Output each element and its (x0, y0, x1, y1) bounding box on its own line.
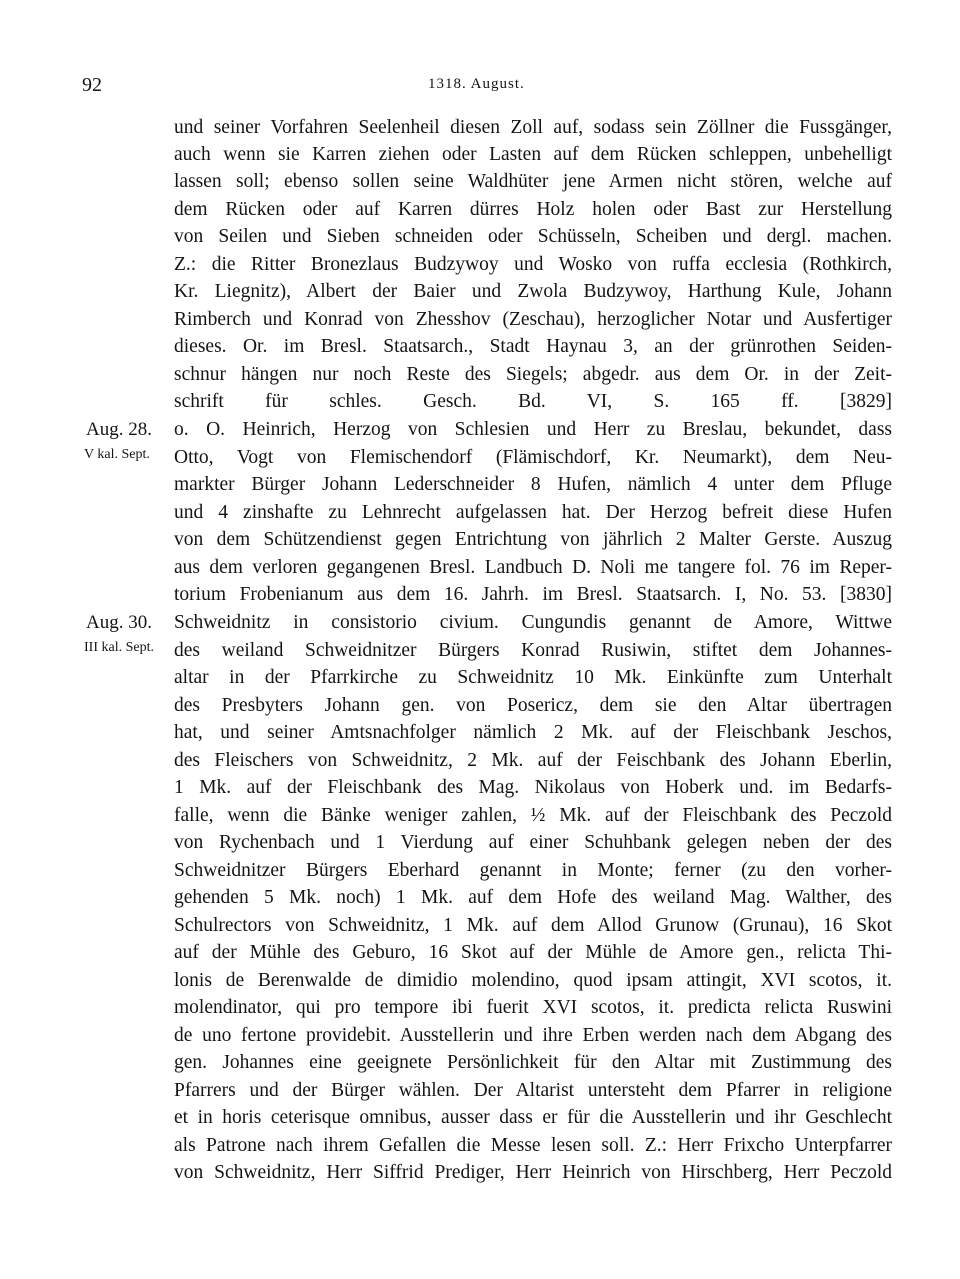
text-line: gehenden 5 Mk. noch) 1 Mk. auf dem Hofe des weiland Mag. Walther, des (174, 887, 892, 908)
text-line: Kr. Liegnitz), Albert der Baier und Zwola Budzywoy, Harthung Kule, Johann (174, 281, 892, 302)
text-line: Schulrectors von Schweidnitz, 1 Mk. auf dem Allod Grunow (Grunau), 16 Skot (174, 915, 892, 936)
text-line: gen. Johannes eine geeignete Persönlichkeit für den Altar mit Zustimmung des (174, 1052, 892, 1073)
text-line: Otto, Vogt von Flemischendorf (Flämischdorf, Kr. Neumarkt), dem Neu- (174, 447, 892, 468)
text-line: dem Rücken oder auf Karren dürres Holz holen oder Bast zur Herstellung (174, 199, 892, 220)
text-line: molendinator, qui pro tempore ibi fuerit XVI scotos, it. predicta relicta Ruswini (174, 997, 892, 1018)
text-line: schnur hängen nur noch Reste des Siegels; abgedr. aus dem Or. in der Zeit- (174, 364, 892, 385)
text-line: markter Bürger Johann Lederschneider 8 Hufen, nämlich 4 unter dem Pfluge (174, 474, 892, 495)
text-line: von Seilen und Sieben schneiden oder Schüsseln, Scheiben und dergl. machen. (174, 226, 892, 247)
text-line: 1 Mk. auf der Fleischbank des Mag. Nikolaus von Hoberk und. im Bedarfs- (174, 777, 892, 798)
margin-roman-date: III kal. Sept. (84, 640, 154, 655)
text-line: Schweidnitzer Bürgers Eberhard genannt in Monte; ferner (zu den vorher- (174, 860, 892, 881)
text-line: des Fleischers von Schweidnitz, 2 Mk. auf der Feischbank des Johann Eberlin, (174, 750, 892, 771)
text-line: und seiner Vorfahren Seelenheil diesen Zoll auf, sodass sein Zöllner die Fussgänger, (174, 117, 892, 138)
text-line: des Presbyters Johann gen. von Posericz, dem sie den Altar übertragen (174, 695, 892, 716)
text-line: altar in der Pfarrkirche zu Schweidnitz 10 Mk. Einkünfte zum Unterhalt (174, 667, 892, 688)
running-head: 1318. August. (428, 76, 525, 92)
text-line: auch wenn sie Karren ziehen oder Lasten auf dem Rücken schleppen, unbehelligt (174, 144, 892, 165)
text-line: von Schweidnitz, Herr Siffrid Prediger, Herr Heinrich von Hirschberg, Herr Peczold (174, 1162, 892, 1183)
text-line: auf der Mühle des Geburo, 16 Skot auf der Mühle de Amore gen., relicta Thi- (174, 942, 892, 963)
text-line: Rimberch und Konrad von Zhesshov (Zeschau), herzoglicher Notar und Ausfertiger (174, 309, 892, 330)
page-header (0, 74, 960, 104)
text-line: als Patrone nach ihrem Gefallen die Messe lesen soll. Z.: Herr Frixcho Unterpfarrer (174, 1135, 892, 1156)
text-line: de uno fertone providebit. Ausstellerin und ihre Erben werden nach dem Abgang des (174, 1025, 892, 1046)
text-line: torium Frobenianum aus dem 16. Jahrh. im Bresl. Staatsarch. I, No. 53. [3830] (174, 584, 892, 605)
text-line: des weiland Schweidnitzer Bürgers Konrad Rusiwin, stiftet dem Johannes- (174, 640, 892, 661)
text-line: falle, wenn die Bänke weniger zahlen, ½ Mk. auf der Fleischbank des Peczold (174, 805, 892, 826)
text-line: von Rychenbach und 1 Vierdung auf einer Schuhbank gelegen neben der des (174, 832, 892, 853)
margin-date: Aug. 28. (86, 419, 152, 440)
text-line: dieses. Or. im Bresl. Staatsarch., Stadt Haynau 3, an der grünrothen Seiden- (174, 336, 892, 357)
text-line: schrift für schles. Gesch. Bd. VI, S. 165 ff. [3829] (174, 391, 892, 412)
text-line: o. O. Heinrich, Herzog von Schlesien und Herr zu Breslau, bekundet, dass (174, 419, 892, 440)
text-line: hat, und seiner Amtsnachfolger nämlich 2 Mk. auf der Fleischbank Jeschos, (174, 722, 892, 743)
margin-date: Aug. 30. (86, 612, 152, 633)
text-line: aus dem verloren gegangenen Bresl. Landbuch D. Noli me tangere fol. 76 im Reper- (174, 557, 892, 578)
text-line: Pfarrers und der Bürger wählen. Der Altarist untersteht dem Pfarrer in religione (174, 1080, 892, 1101)
text-line: lassen soll; ebenso sollen seine Waldhüter jene Armen nicht stören, welche auf (174, 171, 892, 192)
margin-roman-date: V kal. Sept. (84, 447, 150, 462)
text-line: Z.: die Ritter Bronezlaus Budzywoy und Wosko von ruffa ecclesia (Rothkirch, (174, 254, 892, 275)
page-number: 92 (82, 74, 102, 96)
text-line: und 4 zinshafte zu Lehnrecht aufgelassen hat. Der Herzog befreit diese Hufen (174, 502, 892, 523)
text-line: von dem Schützendienst gegen Entrichtung von jährlich 2 Malter Gerste. Auszug (174, 529, 892, 550)
text-line: lonis de Berenwalde de dimidio molendino, quod ipsam attingit, XVI scotos, it. (174, 970, 892, 991)
text-line: et in horis ceterisque omnibus, ausser dass er für die Ausstellerin und ihr Geschlecht (174, 1107, 892, 1128)
text-line: Schweidnitz in consistorio civium. Cungundis genannt de Amore, Wittwe (174, 612, 892, 633)
